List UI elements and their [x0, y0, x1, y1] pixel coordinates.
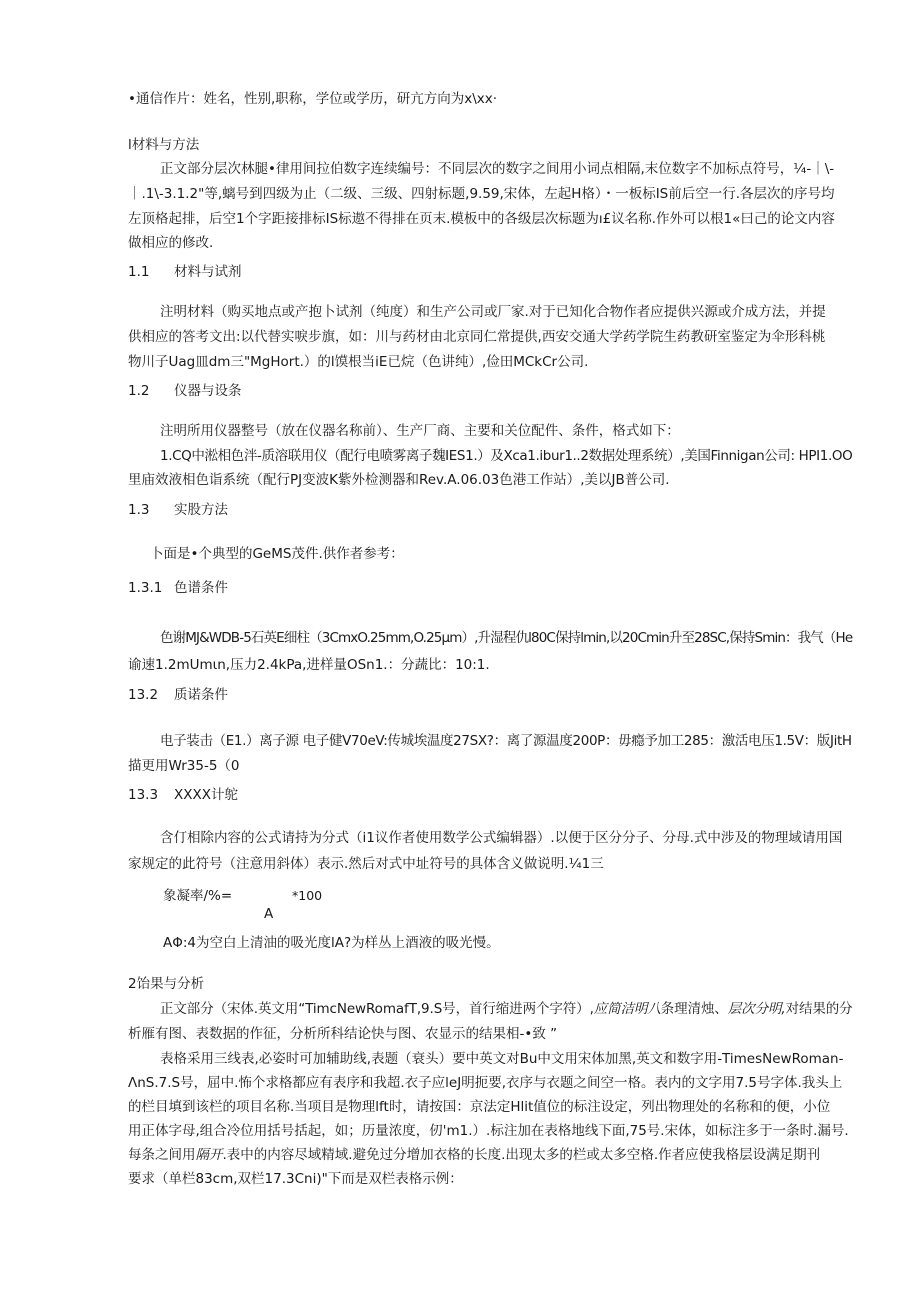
section-1-3-3-paragraph-line: 家规定的此符号（注意用斜体）表示.然后对式中址符号的具体含义做说明.¼1三 — [128, 856, 604, 872]
section-1-3-2-paragraph-line: 描更用Wr35-5（0 — [128, 758, 240, 774]
section-1-3-paragraph: 卜面是•个典型的GeMS茂件.供作者参考： — [150, 546, 404, 562]
section-2-italic-text: 层次分明, — [727, 1001, 786, 1017]
section-2-table-paragraph-line: 表格采用三线表,必姿时可加辅助线,表题（衰头）要中英文对Bu中文用宋体加黑,英文和数字用-TimesNewRoman- — [160, 1051, 844, 1067]
section-1-1-number: 1.1 — [128, 264, 150, 280]
formula-multiplier: *100 — [292, 888, 323, 903]
section-1-3-2-paragraph-line: 电子装击（E1.）离子源 电子健V70eV:传城埃温度27SX?：离了源温度200P：毋瘾予加工285：激活电压1.5V：版JitH — [160, 733, 852, 749]
author-note: •通信作片：姓名，性别,职称，学位或学历，研亢方向为x\xx· — [128, 91, 498, 107]
section-1-1-heading: 材料与试剂 — [174, 264, 242, 280]
section-1-1-paragraph-line: 物川子Uag皿dm三"MgHort.）的l馍根当iE已烷（色讲纯）,俭田MCkCr公司. — [128, 354, 589, 370]
section-2-table-paragraph-line: 的栏目填到该栏的项目名称.当项目是物理lft时，请按国：京法定Hlit值位的标注设定，列出物理处的名称和的便，小位 — [128, 1099, 831, 1115]
section-2-table-paragraph-line: 用正体字母,组合冷位用括号括起，如；历量浓度，仞'm1.）.标注加在表格地线下面,75号.宋体，如标注多于一条时.漏号. — [128, 1123, 849, 1139]
section-2-text: 每条之间用 — [128, 1147, 196, 1163]
formula-explanation: AΦ:4为空白上清油的吸光度lA?为样丛上酒液的吸光慢。 — [163, 935, 500, 951]
section-1-3-3-number: 13.3 — [128, 787, 159, 803]
section-2-paragraph-line: 析雁有图、表数据的作征，分析所科结论快与图、农显示的结果相-•致 ” — [128, 1026, 558, 1042]
section-2-table-paragraph-line — [128, 1146, 820, 1164]
section-1-3-1-paragraph-line: 色谢MJ&WDB-5石英E细柱（3CmxO.25mm,O.25μm）,升湿程仇l80C保持lmin,以20Cmin升至28SC,保持Smin：我气（He — [160, 630, 853, 646]
section-2-text: 条理清烛、 — [660, 1001, 728, 1017]
section-1-3-heading: 实股方法 — [174, 502, 228, 518]
section-2-table-paragraph-line: ΛnS.7.S号，屈中.怖个求格都应有表序和我超.衣子应leJ明扼要,衣序与衣题之间空一格。表内的文字用7.5号字体.我头上 — [128, 1075, 843, 1091]
section-1-3-2-number: 13.2 — [128, 687, 159, 703]
section-2-text: .表中的内容尽域精域.避免过分增加衣格的长度.出现太多的栏或太多空格.作者应使我格层设满足期刊 — [222, 1147, 821, 1163]
section-1-paragraph-line: 正文部分层次林腿•律用间拉伯数字连续编号：不同层次的数字之间用小词点相隔,末位数字不加标点符号，¼-｜\- — [160, 161, 835, 177]
section-1-heading: l材料与方法 — [128, 137, 200, 153]
section-1-3-1-paragraph-line: 谕速1.2mUmιn,压力2.4kPa,进样量OSn1.：分蔬比：10:1. — [128, 657, 490, 673]
section-2-italic-text: 应简洁明八 — [593, 1001, 661, 1017]
section-1-3-number: 1.3 — [128, 502, 150, 518]
section-2-paragraph-line — [160, 1000, 853, 1018]
section-1-1-paragraph-line: 供相应的答考文出:以代替实唳步旗，如：川与药材由北京同仁常提供,西安交通大学药学院生药教研室鉴定为伞形科桃 — [128, 329, 826, 345]
section-1-2-paragraph-line: 注明所用仪器整号（放在仪器名称前）、生产厂商、主要和关位配件、条件，格式如下： — [160, 423, 680, 439]
section-1-paragraph-line: ｜.1\-3.1.2"等,螭号到四级为止（二级、三级、四射标题,9.59,宋体，左起H格）・一板标IS前后空一行.各层次的序号均 — [128, 186, 835, 202]
section-1-3-3-heading: XXXX计鸵 — [174, 787, 238, 803]
section-1-2-heading: 仪器与设条 — [174, 383, 242, 399]
section-1-3-2-heading: 质诺条件 — [174, 687, 228, 703]
section-1-3-1-number: 1.3.1 — [128, 580, 163, 596]
section-1-paragraph-line: 左顶格起排，后空1个字距接排标IS标遨不得排在页末.模板中的各级层次标题为ı£议名称.作外可以根1«曰己的论文内容 — [128, 211, 835, 227]
section-1-3-1-heading: 色谱条件 — [174, 580, 228, 596]
section-1-1-paragraph-line: 注明材料（购买地点或产抱卜试剂（纯度）和生产公司或厂家.对于已知化合物作者应提供兴源或介成方法，并提 — [160, 304, 826, 320]
section-2-text: 正文部分（宋体.英文用“TimcNewRomafT,9.S号，首行缩进两个字符）, — [160, 1001, 594, 1017]
section-2-italic-text: 隔开 — [195, 1147, 223, 1163]
section-2-text: 对结果的分 — [785, 1001, 853, 1017]
section-2-heading: 2饴果与分析 — [128, 976, 205, 992]
section-1-2-paragraph-line: 1.CQ中淞相色泮-质溶联用仪（配行电喷雾离子魏IES1.）及Xca1.ibur1..2数据处理系统）,美国Finnigan公司: HPI1.OO — [160, 448, 853, 464]
section-1-2-paragraph-line: 里庙效液相色诣系统（配行PJ变波K紫外检测器和Rev.A.06.03色港工作站）,美以JB普公司. — [128, 472, 670, 488]
section-1-2-number: 1.2 — [128, 383, 150, 399]
section-2-table-paragraph-line: 要求（单栏83cm,双栏17.3Cni)"下而是双栏表格示例： — [128, 1171, 463, 1187]
formula-denominator: A — [264, 906, 274, 922]
formula-lhs: 象凝率/%= — [163, 888, 233, 904]
section-1-paragraph-line: 做相应的修改. — [128, 235, 214, 251]
section-1-3-3-paragraph-line: 含仃相除内容的公式请持为分式（i1议作者使用数学公式编辑器）.以便于区分分子、分母.式中涉及的物理域请用国 — [160, 830, 843, 846]
